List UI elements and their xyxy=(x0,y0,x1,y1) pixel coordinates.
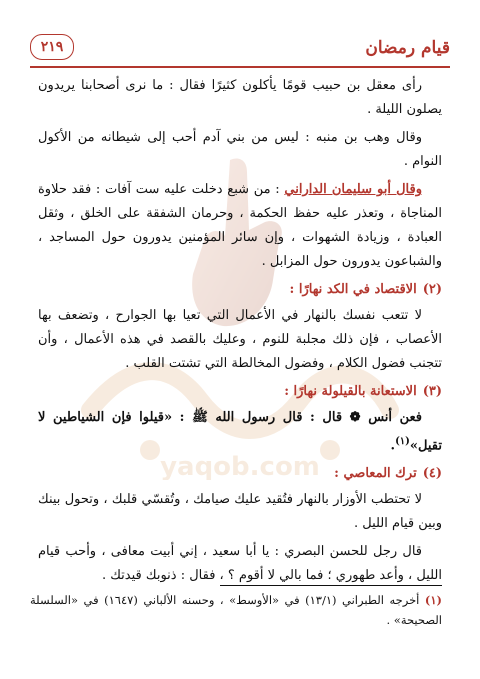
page-header xyxy=(30,32,450,66)
footnote-divider xyxy=(220,585,442,586)
paragraph xyxy=(38,178,442,274)
footnote xyxy=(30,590,442,630)
honorific-glyph: ❁ xyxy=(349,410,361,425)
section-number: (٣) xyxy=(422,384,442,399)
paragraph: فعن أنس ❁ قال : قال رسول الله ﷺ : «قيلوا فإن الشياطين لا تقيل»$^{(١)}$. xyxy=(38,410,442,454)
section-heading xyxy=(38,462,442,486)
paragraph: وقال وهب بن منبه : ليس من بني آدم أحب إلى شيطانه من الأكول النوام . xyxy=(38,130,442,169)
page-body xyxy=(38,74,442,592)
section-heading-text: ترك المعاصي : xyxy=(334,466,417,482)
svg-text:yaqob.com: yaqob.com xyxy=(160,452,320,480)
section-heading-text: الاستعانة بالقيلولة نهارًا : xyxy=(284,384,417,399)
paragraph-text: : من شبع دخلت عليه ست آفات : فقد حلاوة المناجاة ، وتعذر عليه حفظ الحكمة ، وحرمان الشفقة على الخلق ، وثقل العبادة ، وزيادة الشهوات ، وإن سائر المؤمنين يدورون حول المساجد ، والشباعون يدورون حول المزابل . xyxy=(38,182,442,269)
paragraph: قال رجل للحسن البصري : يا أبا سعيد ، إني أبيت معافى ، وأحب قيام الليل ، وأعد طهوري ؛ فما بالي لا أقوم ؟ ، فقال : ذنوبك قيدتك . xyxy=(38,544,442,584)
hadith-text: قال : قال رسول الله ﷺ : «قيلوا فإن الشياطين لا تقيل» xyxy=(38,410,442,454)
paragraph: لا تحتطب الأوزار بالنهار فتُقيد عليك صيامك ، وتُقسّي قلبك ، وتحول بينك وبين قيام الليل . xyxy=(38,492,442,532)
footnote-reference[interactable]: (١) xyxy=(395,436,410,447)
header-divider xyxy=(30,66,450,68)
section-heading-text: الاقتصاد في الكد نهارًا : xyxy=(289,282,417,297)
book-section-title: قيام رمضان xyxy=(365,38,450,58)
paragraph: رأى معقل بن حبيب قومًا يأكلون كثيرًا فقال : ما نرى أصحابنا يريدون يصلون الليلة . xyxy=(38,78,442,117)
footnote-mark: (١) xyxy=(424,593,442,607)
paragraph: لا تتعب نفسك بالنهار في الأعمال التي تعيا بها الجوارح ، وتضعف بها الأعصاب ، فإن ذلك مجلبة للنوم ، وعليك بالقصد في هذه الأعمال ، وأن تتجنب فضول الكلام ، وفضول المخالطة التي تشتت القلب . xyxy=(38,308,442,371)
page-number-badge: ٢١٩ xyxy=(30,34,74,60)
section-heading xyxy=(38,380,442,404)
section-number: (٢) xyxy=(422,282,442,297)
footnote-text: أخرجه الطبراني (١٣/١) في «الأوسط» ، وحسنه الألباني (١٦٤٧) في «السلسلة الصحيحة» . xyxy=(30,593,442,627)
section-number: (٤) xyxy=(422,466,442,482)
paragraph-text: فعن أنس xyxy=(368,410,422,425)
quoted-scholar-name: وقال أبو سليمان الداراني xyxy=(284,182,422,197)
section-heading xyxy=(38,278,442,302)
